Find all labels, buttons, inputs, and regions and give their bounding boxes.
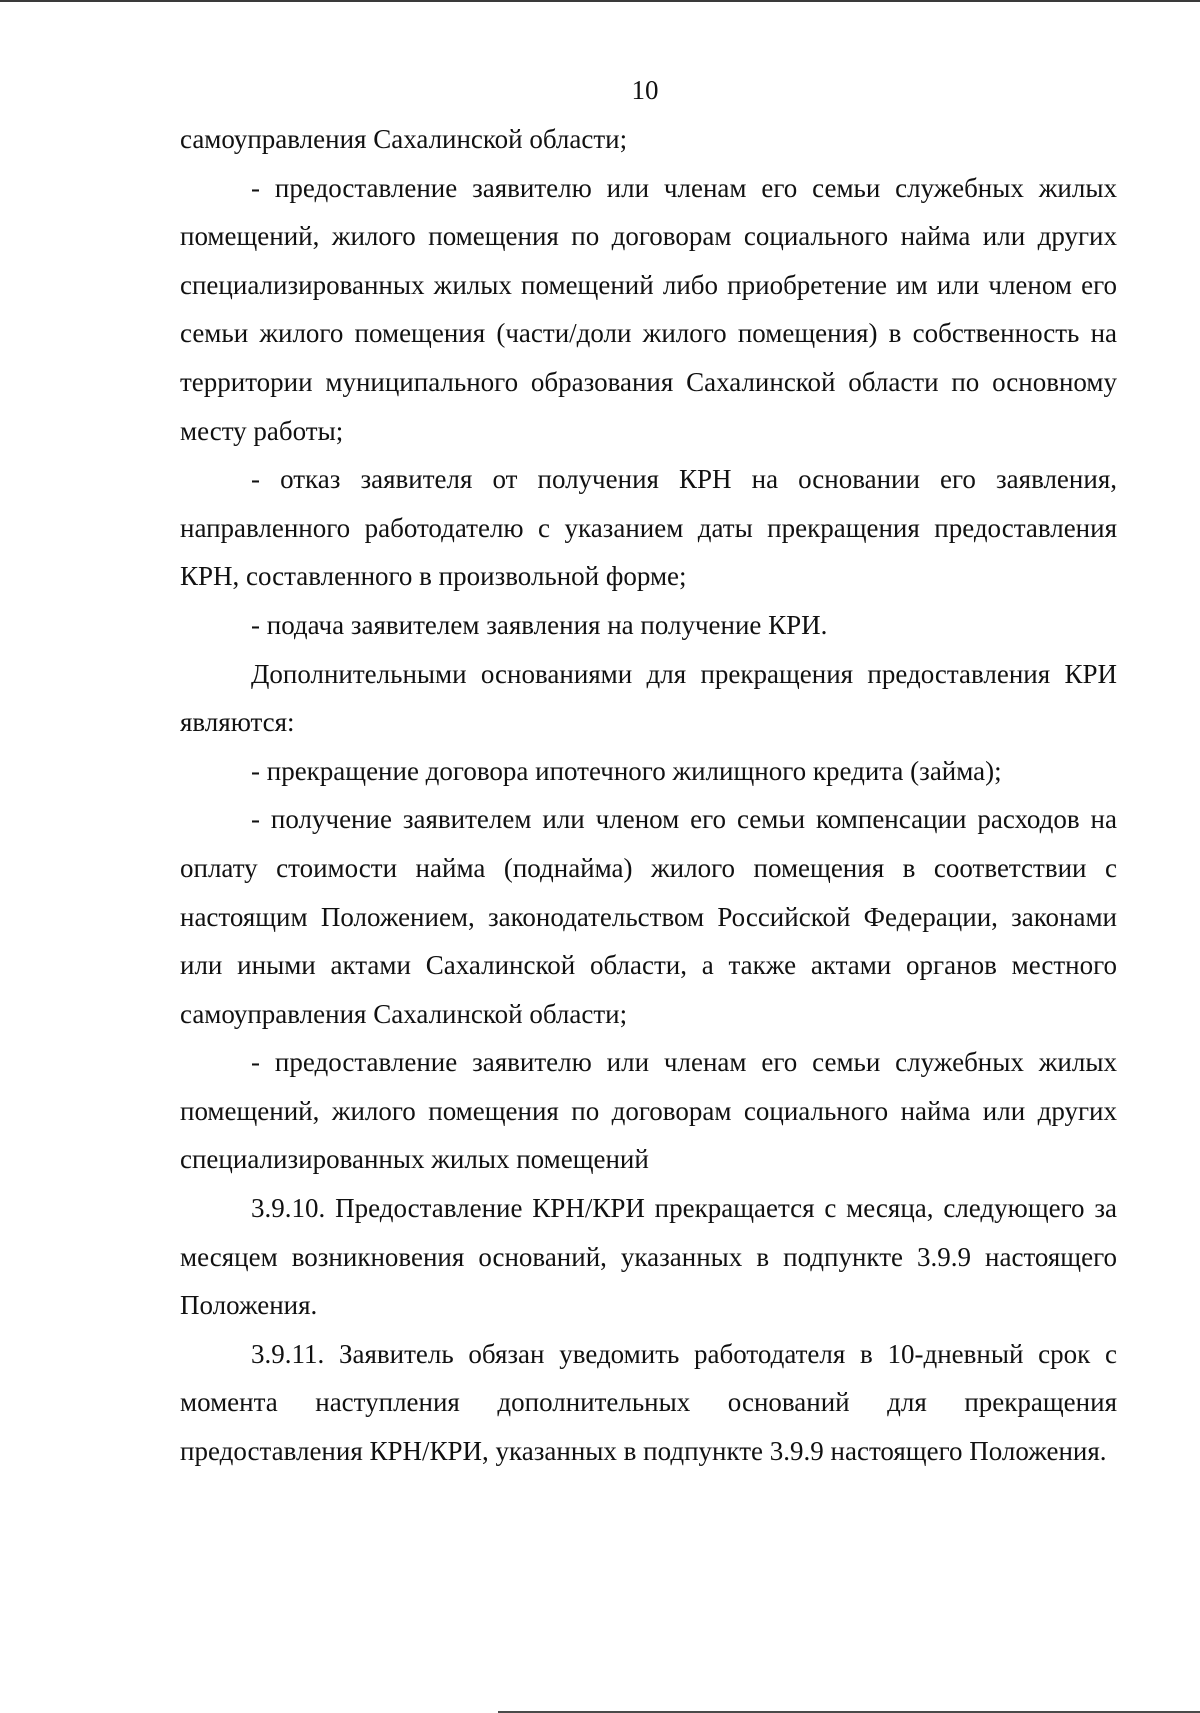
paragraph-3-9-11: 3.9.11. Заявитель обязан уведомить работодателя в 10-дневный срок с момента наступления дополнительных оснований для прекращения предоставления КРН/КРИ, указанных в подпункте 3.9.9 настоящего Положения. bbox=[180, 1338, 1117, 1467]
paragraph-kri-application: - подача заявителем заявления на получение КРИ. bbox=[251, 609, 828, 640]
scan-edge-top bbox=[0, 0, 1200, 2]
paragraph-mortgage-termination: - прекращение договора ипотечного жилищного кредита (займа); bbox=[251, 755, 1002, 786]
document-body bbox=[180, 115, 1117, 1476]
page-number: 10 bbox=[631, 75, 659, 105]
paragraph-service-housing-2: - предоставление заявителю или членам его семьи служебных жилых помещений, жилого помещения по договорам социального найма или других специализированных жилых помещений bbox=[180, 1047, 1117, 1175]
paragraph-additional-grounds-intro: Дополнительными основаниями для прекращения предоставления КРИ являются: bbox=[180, 658, 1117, 738]
paragraph-service-housing: - предоставление заявителю или членам его семьи служебных жилых помещений, жилого помещения по договорам социального найма или других специализированных жилых помещений либо приобретение им или членом его семьи жилого помещения (части/доли жилого помещения) в собственность на территории муниципального образования Сахалинской области по основному месту работы; bbox=[180, 172, 1117, 446]
paragraph-rent-compensation: - получение заявителем или членом его семьи компенсации расходов на оплату стоимости найма (поднайма) жилого помещения в соответствии с настоящим Положением, законодательством Российской Федерации, законами или иными актами Сахалинской области, а также актами органов местного самоуправления Сахалинской области; bbox=[180, 804, 1117, 1029]
paragraph-3-9-10: 3.9.10. Предоставление КРН/КРИ прекращается с месяца, следующего за месяцем возникновения оснований, указанных в подпункте 3.9.9 настоящего Положения. bbox=[180, 1193, 1117, 1321]
paragraph-krn-refusal: - отказ заявителя от получения КРН на основании его заявления, направленного работодателю с указанием даты прекращения предоставления КРН, составленного в произвольной форме; bbox=[180, 464, 1117, 592]
paragraph-continuation: самоуправления Сахалинской области; bbox=[180, 124, 628, 154]
